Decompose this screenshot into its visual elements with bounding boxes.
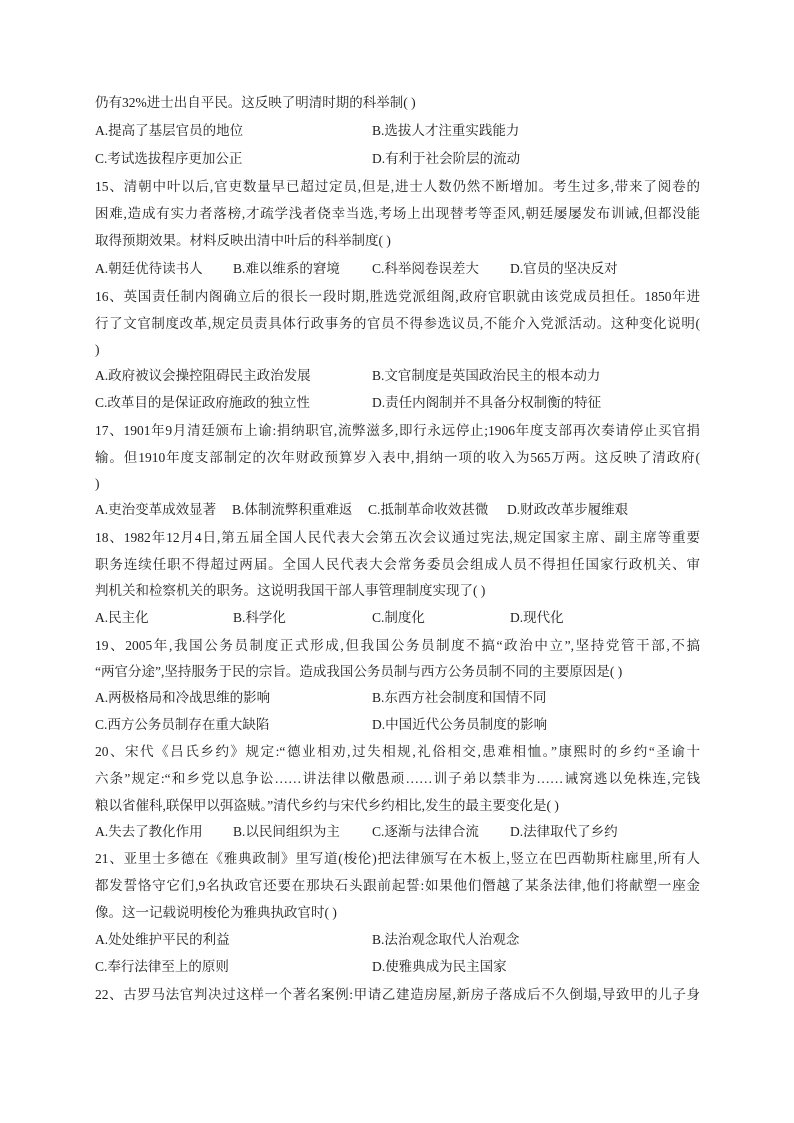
- question-15-option-a: A.朝廷优待读书人: [95, 261, 203, 276]
- question-20-option-a: A.失去了教化作用: [95, 824, 203, 839]
- question-18-option-d: D.现代化: [510, 610, 564, 625]
- question-17-stem-line: 输。但1910年度支部制定的次年财政预算岁入表中,捐纳一项的收入为565万两。这反映了清政府(: [95, 450, 700, 465]
- question-20-option-d: D.法律取代了乡约: [510, 824, 618, 839]
- question-17-option-b: B.体制流弊积重难返: [232, 502, 353, 517]
- question-16-option-c: C.改革目的是保证政府施政的独立性: [95, 395, 310, 410]
- question-21-option-c: C.奉行法律至上的原则: [95, 959, 229, 974]
- question-19-option-b: B.东西方社会制度和国情不同: [372, 690, 547, 705]
- question-19-option-c: C.西方公务员制存在重大缺陷: [95, 717, 270, 732]
- question-19-option-d: D.中国近代公务员制度的影响: [372, 717, 548, 732]
- question-17-option-a: A.吏治变革成效显著: [95, 502, 217, 517]
- question-20-stem-line: 粮以省催科,联保甲以弭盗贼。”清代乡约与宋代乡约相比,发生的最主要变化是( ): [95, 798, 559, 813]
- question-21-option-a: A.处处维护平民的利益: [95, 932, 230, 947]
- continued-question-option-d: D.有利于社会阶层的流动: [372, 151, 521, 166]
- question-19-stem-line: 19、2005年,我国公务员制度正式形成,但我国公务员制度不搞“政治中立”,坚持党管干部,不搞: [95, 638, 700, 653]
- question-16-option-d: D.责任内阁制并不具备分权制衡的特征: [372, 395, 602, 410]
- question-21-option-d: D.使雅典成为民主国家: [372, 959, 507, 974]
- question-18-stem-line: 18、1982年12月4日,第五届全国人民代表大会第五次会议通过宪法,规定国家主席、副主席等重要: [95, 530, 700, 545]
- question-22-stem-line: 22、古罗马法官判决过这样一个著名案例:甲请乙建造房屋,新房子落成后不久倒塌,导致甲的儿子身: [95, 987, 700, 1002]
- question-15-option-b: B.难以维系的窘境: [233, 261, 340, 276]
- question-21-stem-line: 都发誓恪守它们,9名执政官还要在那块石头跟前起誓:如果他们僭越了某条法律,他们将献塑一座金: [95, 878, 700, 893]
- question-20-option-b: B.以民间组织为主: [233, 824, 340, 839]
- question-15-stem-line: 困难,造成有实力者落榜,才疏学浅者侥幸当选,考场上出现替考等歪风,朝廷屡屡发布训诫,但都没能: [95, 206, 700, 221]
- question-21-stem-line: 21、亚里士多德在《雅典政制》里写道(梭伦)把法律颁写在木板上,竖立在巴西勒斯柱廊里,所有人: [95, 851, 700, 866]
- question-15-option-c: C.科举阅卷误差大: [372, 261, 479, 276]
- question-20-stem-line: 六条”规定:“和乡党以息争讼……讲法律以儆愚顽……训子弟以禁非为……诫窝逃以免株连,完钱: [95, 771, 700, 786]
- continued-question-stem-line: 仍有32%进士出自平民。这反映了明清时期的科举制( ): [95, 95, 416, 110]
- question-16-stem-line: 行了文官制度改革,规定员责具体行政事务的官员不得参选议员,不能介入党派活动。这种变化说明(: [95, 316, 700, 331]
- question-17-stem-line: ): [95, 476, 100, 491]
- question-18-option-c: C.制度化: [372, 610, 425, 625]
- question-15-option-d: D.官员的坚决反对: [510, 261, 618, 276]
- question-18-stem-line: 判机关和检察机关的职务。这说明我国干部人事管理制度实现了( ): [95, 583, 486, 598]
- question-18-stem-line: 职务连续任职不得超过两届。全国人民代表大会常务委员会组成人员不得担任国家行政机关、审: [95, 557, 700, 572]
- question-21-option-b: B.法治观念取代人治观念: [372, 932, 520, 947]
- question-18-option-b: B.科学化: [233, 610, 286, 625]
- question-16-stem-line: 16、英国责任制内阁确立后的很长一段时期,胜选党派组阁,政府官职就由该党成员担任。1850年进: [95, 289, 700, 304]
- question-17-option-d: D.财政改革步履维艰: [507, 502, 629, 517]
- question-16-option-a: A.政府被议会操控阻碍民主政治发展: [95, 368, 311, 383]
- question-16-option-b: B.文官制度是英国政治民主的根本动力: [372, 368, 601, 383]
- question-18-option-a: A.民主化: [95, 610, 149, 625]
- question-19-option-a: A.两极格局和冷战思维的影响: [95, 690, 271, 705]
- question-17-stem-line: 17、1901年9月清廷颁布上谕:捐纳职官,流弊滋多,即行永远停止;1906年度支部再次奏请停止买官捐: [95, 423, 700, 438]
- question-17-option-c: C.抵制革命收效甚微: [368, 502, 489, 517]
- question-20-stem-line: 20、宋代《吕氏乡约》规定:“德业相劝,过失相规,礼俗相交,患难相恤。”康熙时的乡约“圣谕十: [95, 744, 700, 759]
- continued-question-option-a: A.提高了基层官员的地位: [95, 123, 244, 138]
- question-19-stem-line: “两官分途”,坚持服务于民的宗旨。造成我国公务员制与西方公务员制不同的主要原因是( ): [95, 664, 623, 679]
- continued-question-option-b: B.选拔人才注重实践能力: [372, 123, 520, 138]
- question-16-stem-line: ): [95, 342, 100, 357]
- question-15-stem-line: 15、清朝中叶以后,官吏数量早已超过定员,但是,进士人数仍然不断增加。考生过多,带来了阅卷的: [95, 179, 700, 194]
- question-15-stem-line: 取得预期效果。材料反映出清中叶后的科举制度( ): [95, 233, 391, 248]
- question-20-option-c: C.逐渐与法律合流: [372, 824, 479, 839]
- continued-question-option-c: C.考试选拔程序更加公正: [95, 151, 243, 166]
- question-21-stem-line: 像。这一记载说明梭伦为雅典执政官时( ): [95, 905, 337, 920]
